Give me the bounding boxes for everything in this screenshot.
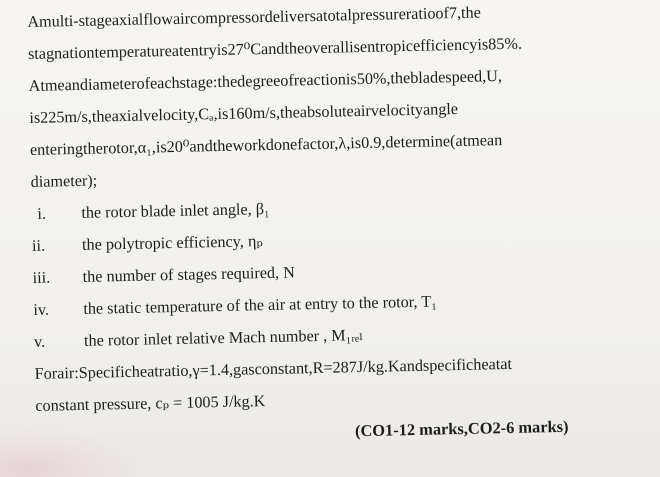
item-number: iii. [32,268,51,287]
question-list [31,185,640,358]
air-line: constant pressure, cₚ = 1005 J/kg.K [35,392,266,415]
item-text: the number of stages required, N [82,263,295,286]
intro-line: Atmeandiameterofeachstage:thedegreeofreactionis50%,thebladespeed,U, [28,67,503,95]
intro-line: stagnationtemperatureatentryis27⁰Candtheoverallisentropicefficiencyis85%. [27,34,523,63]
intro-line: is225m/s,theaxialvelocity,Cₐ,is160m/s,theabsoluteairvelocityangle [29,99,459,127]
air-line: Forair:Specificheatratio,γ=1.4,gasconstant,R=287J/kg.Kandspecificheatat [34,354,513,383]
item-number: iv. [33,300,50,319]
air-properties [34,345,641,422]
intro-line: Amulti-stageaxialflowaircompressordeliversatotalpressureratioof7,the [27,3,482,31]
question-text [27,0,642,422]
intro-paragraph [27,0,637,198]
item-number: i. [37,204,47,223]
intro-line: enteringtherotor,α₁,is20⁰andtheworkdonefactor,λ,is0.9,determine(atmean [29,131,503,159]
marks-allocation: (CO1-12 marks,CO2-6 marks) [354,416,569,441]
item-text: the polytropic efficiency, ηₚ [81,232,263,254]
item-number: v. [33,332,46,351]
intro-line: diameter); [30,171,98,191]
item-number: ii. [31,236,46,255]
photo-blur [0,427,140,477]
item-text: the static temperature of the air at entry to the rotor, T₁ [83,292,437,318]
item-text: the rotor inlet relative Mach number , M₁ᵣₑₗ [83,326,364,350]
item-text: the rotor blade inlet angle, β₁ [81,199,270,222]
